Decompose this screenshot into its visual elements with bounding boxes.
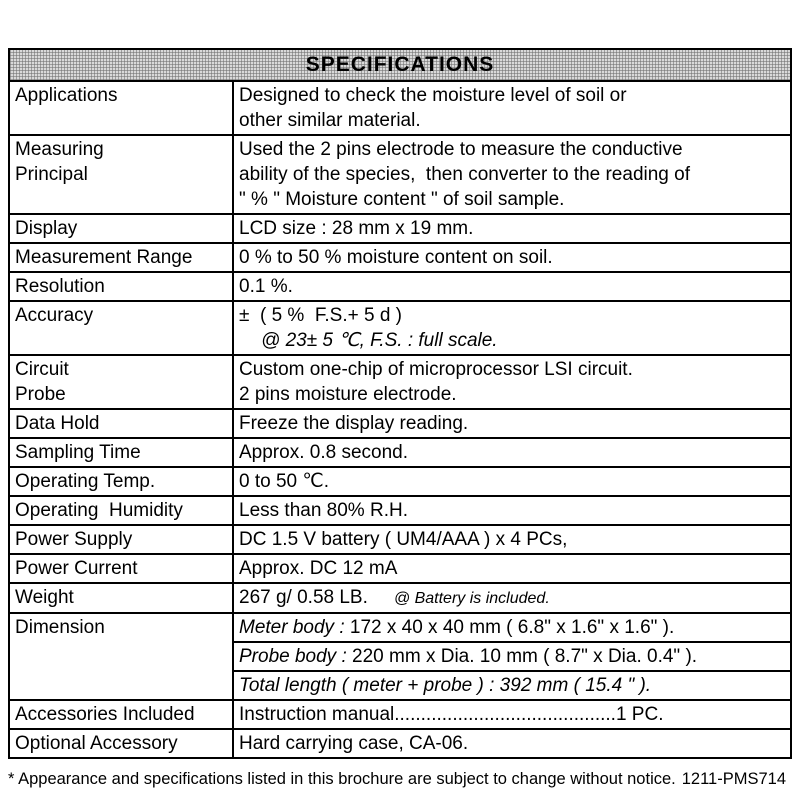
- table-row-measuring-principal: [9, 135, 791, 214]
- footer: [8, 770, 792, 789]
- table-row-data-hold: [9, 409, 791, 438]
- spec-value-measuring-principal: Used the 2 pins electrode to measure the conductive ability of the species, then converter to the reading of " % " Moisture content " of soil sample.: [233, 135, 791, 214]
- table-row-measurement-range: [9, 243, 791, 272]
- spec-label-display: Display: [9, 214, 233, 243]
- spec-label-accuracy: Accuracy: [9, 301, 233, 355]
- spec-value-data-hold: Freeze the display reading.: [233, 409, 791, 438]
- spec-value-display: LCD size : 28 mm x 19 mm.: [233, 214, 791, 243]
- accuracy-condition-note: @ 23± 5 ℃, F.S. : full scale.: [261, 330, 498, 351]
- spec-value-accessories-included: Instruction manual..........................................1 PC.: [233, 700, 791, 729]
- table-row-weight: [9, 583, 791, 613]
- table-header-row: [9, 49, 791, 81]
- table-row-sampling-time: [9, 438, 791, 467]
- spec-label-measurement-range: Measurement Range: [9, 243, 233, 272]
- spec-label-circuit-probe: Circuit Probe: [9, 355, 233, 409]
- spec-label-optional-accessory: Optional Accessory: [9, 729, 233, 758]
- table-row-accessories-included: [9, 700, 791, 729]
- spec-value-accuracy: ± ( 5 % F.S.+ 5 d ) @ 23± 5 ℃, F.S. : full scale.: [233, 301, 791, 355]
- spec-value-circuit-probe: Custom one-chip of microprocessor LSI circuit. 2 pins moisture electrode.: [233, 355, 791, 409]
- spec-label-weight: Weight: [9, 583, 233, 613]
- spec-value-measurement-range: 0 % to 50 % moisture content on soil.: [233, 243, 791, 272]
- table-row-power-current: [9, 554, 791, 583]
- table-row-display: [9, 214, 791, 243]
- footer-disclaimer: * Appearance and specifications listed in this brochure are subject to change without notice.: [8, 770, 676, 788]
- spec-sheet-page: [8, 48, 792, 789]
- spec-value-weight: 267 g/ 0.58 LB. @ Battery is included.: [233, 583, 791, 613]
- spec-value-optional-accessory: Hard carrying case, CA-06.: [233, 729, 791, 758]
- table-row-operating-humidity: [9, 496, 791, 525]
- table-row-power-supply: [9, 525, 791, 554]
- spec-label-operating-temp: Operating Temp.: [9, 467, 233, 496]
- table-row-applications: [9, 81, 791, 135]
- spec-value-operating-temp: 0 to 50 ℃.: [233, 467, 791, 496]
- spec-label-dimension: Dimension: [9, 613, 233, 700]
- spec-value-power-current: Approx. DC 12 mA: [233, 554, 791, 583]
- spec-label-applications: Applications: [9, 81, 233, 135]
- table-row-accuracy: [9, 301, 791, 355]
- spec-label-data-hold: Data Hold: [9, 409, 233, 438]
- spec-label-accessories-included: Accessories Included: [9, 700, 233, 729]
- spec-label-measuring-principal: Measuring Principal: [9, 135, 233, 214]
- weight-battery-note: @ Battery is included.: [393, 590, 550, 607]
- spec-value-applications: Designed to check the moisture level of soil or other similar material.: [233, 81, 791, 135]
- spec-value-dimension-total-length: Total length ( meter + probe ) : 392 mm ( 15.4 " ).: [233, 671, 791, 700]
- footer-document-code: 1211-PMS714: [681, 770, 786, 788]
- table-row-operating-temp: [9, 467, 791, 496]
- table-row-circuit-probe: [9, 355, 791, 409]
- table-row-dimension-meter-body: [9, 613, 791, 642]
- table-row-resolution: [9, 272, 791, 301]
- spec-label-resolution: Resolution: [9, 272, 233, 301]
- spec-label-power-supply: Power Supply: [9, 525, 233, 554]
- table-row-optional-accessory: [9, 729, 791, 758]
- spec-label-power-current: Power Current: [9, 554, 233, 583]
- spec-label-sampling-time: Sampling Time: [9, 438, 233, 467]
- spec-value-power-supply: DC 1.5 V battery ( UM4/AAA ) x 4 PCs,: [233, 525, 791, 554]
- spec-label-operating-humidity: Operating Humidity: [9, 496, 233, 525]
- spec-value-operating-humidity: Less than 80% R.H.: [233, 496, 791, 525]
- specifications-table: [8, 48, 792, 759]
- spec-value-sampling-time: Approx. 0.8 second.: [233, 438, 791, 467]
- spec-value-resolution: 0.1 %.: [233, 272, 791, 301]
- spec-value-dimension-meter-body: Meter body : 172 x 40 x 40 mm ( 6.8" x 1.6" x 1.6" ).: [233, 613, 791, 642]
- specifications-title: SPECIFICATIONS: [9, 49, 791, 81]
- spec-value-dimension-probe-body: Probe body : 220 mm x Dia. 10 mm ( 8.7" x Dia. 0.4" ).: [233, 642, 791, 671]
